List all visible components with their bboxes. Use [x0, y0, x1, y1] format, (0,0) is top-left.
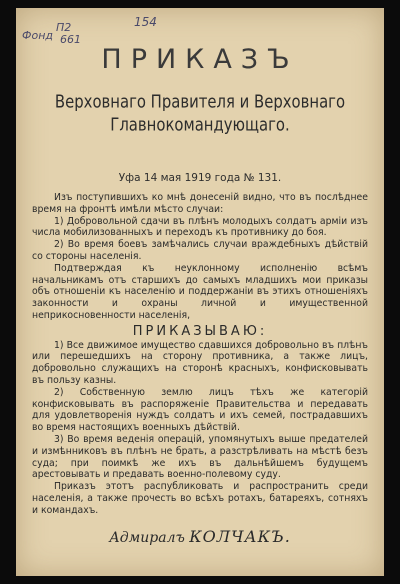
archive-mark-fond: Фонд: [22, 29, 53, 42]
document-title: ПРИКАЗЪ: [101, 44, 299, 75]
publication-paragraph: Приказъ этотъ распубликовать и распространить среди населенія, а также прочесть во всѣхъ ротахъ, батареяхъ, сотняхъ и командахъ.: [32, 481, 368, 516]
order-3-paragraph: 3) Во время веденія операцій, упомянутыхъ выше предателей и измѣнниковъ въ плѣнъ не брать, а разстрѣливать на мѣстѣ безъ суда; при поимкѣ же ихъ въ дальнѣйшемъ будущемъ арестовывать и предавать военно-полевому суду.: [32, 433, 368, 481]
archive-mark-p2: П2: [56, 21, 72, 34]
document-page: [16, 8, 384, 576]
archive-mark-661: 661: [60, 33, 81, 46]
prikazyvayu-heading: ПРИКАЗЫВАЮ:: [132, 323, 268, 339]
order-1-paragraph: 1) Все движимое имущество сдавшихся добровольно въ плѣнъ или перешедшихъ на сторону противника, а также лицъ, добровольно служащихъ на сторонѣ красныхъ, конфисковывать въ пользу казны.: [32, 339, 368, 386]
signature: [16, 527, 384, 546]
archive-mark-154: 154: [134, 15, 157, 29]
case-1-paragraph: 1) Добровольной сдачи въ плѣнъ молодыхъ солдатъ арміи изъ числа мобилизованныхъ и переходъ къ противнику до боя.: [32, 215, 368, 239]
dateline: Уфа 14 мая 1919 года № 131.: [118, 172, 282, 184]
confirmation-paragraph: Подтверждая къ неуклонному исполненію всѣмъ начальникамъ отъ старшихъ до самыхъ младшихъ мои приказы объ отношеніи къ населенію и поддержаніи въ этихъ отношеніяхъ законности и охраны личной и имущественной неприкосновенности населенія,: [32, 262, 368, 321]
case-2-paragraph: 2) Во время боевъ замѣчались случаи враждебныхъ дѣйствій со стороны населенія.: [32, 239, 368, 262]
signature-name: КОЛЧАКЪ.: [189, 527, 291, 546]
intro-paragraph: Изъ поступившихъ ко мнѣ донесеній видно, что въ послѣднее время на фронтѣ имѣли мѣсто случаи:: [32, 192, 368, 215]
document-body: [32, 192, 368, 517]
signature-rank: Адмиралъ: [109, 530, 185, 546]
document-subtitle: Верховнаго Правителя и Верховнаго Главнокомандующаго.: [54, 91, 346, 135]
order-2-paragraph: 2) Собственную землю лицъ тѣхъ же категорій конфисковывать въ распоряженіе Правительства и передавать для удовлетворенія нуждъ солдатъ и ихъ семей, пострадавшихъ во время настоящихъ военныхъ дѣйствій.: [32, 386, 368, 434]
